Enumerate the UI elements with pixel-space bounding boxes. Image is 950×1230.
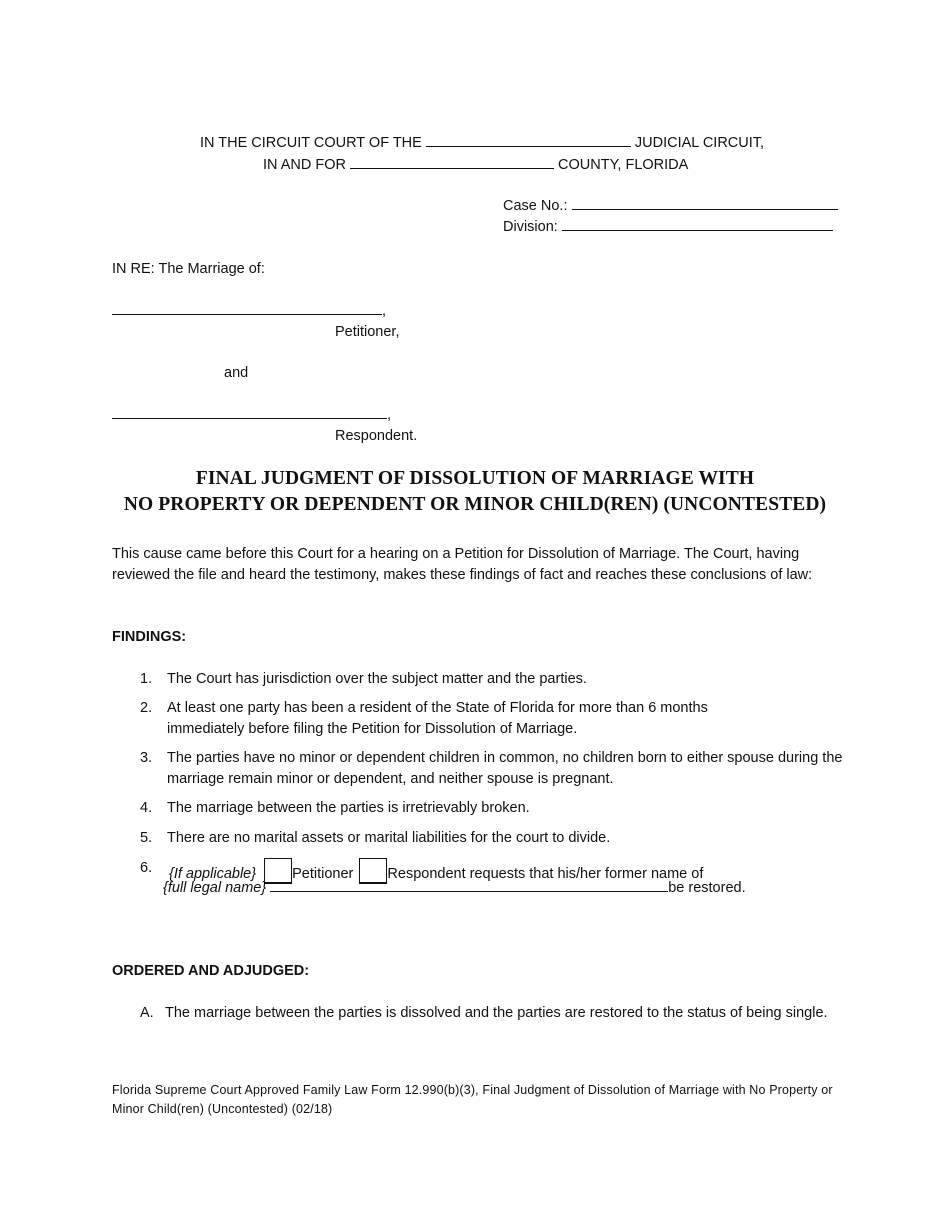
- finding-5-number: 5.: [140, 830, 153, 846]
- finding-5-text: There are no marital assets or marital liabilities for the court to divide.: [167, 830, 611, 846]
- former-name-field[interactable]: [270, 890, 668, 892]
- respondent-comma: ,: [387, 407, 392, 423]
- be-restored-text: be restored.: [668, 880, 746, 896]
- court-line-2-prefix: IN AND FOR: [263, 157, 346, 173]
- order-a-label: A.: [140, 1005, 154, 1021]
- county-field[interactable]: [350, 167, 554, 169]
- if-applicable-note: {If applicable}: [169, 866, 257, 882]
- division-field[interactable]: [562, 229, 833, 231]
- finding-6-line-2: [163, 880, 746, 896]
- division-label: Division:: [503, 219, 558, 235]
- petitioner-name-field[interactable]: [112, 313, 382, 315]
- finding-3-text: The parties have no minor or dependent children in common, no children born to either spouse during the marriage remain minor or dependent, and neither spouse is pregnant.: [167, 750, 843, 787]
- court-line-2: [263, 157, 688, 173]
- petitioner-option-label: Petitioner: [292, 866, 354, 882]
- order-a-text: The marriage between the parties is dissolved and the parties are restored to the status of being single.: [165, 1005, 828, 1021]
- finding-6-number: 6.: [140, 860, 153, 876]
- petitioner-name-row: [112, 303, 386, 319]
- in-re-label: IN RE: The Marriage of:: [112, 261, 265, 277]
- finding-2-text: At least one party has been a resident of the State of Florida for more than 6 months immediately before filing the Petition for Dissolution of Marriage.: [167, 700, 708, 737]
- judicial-circuit-field[interactable]: [426, 145, 631, 147]
- finding-4-number: 4.: [140, 800, 153, 816]
- findings-heading: FINDINGS:: [112, 629, 187, 645]
- court-line-1-prefix: IN THE CIRCUIT COURT OF THE: [200, 135, 422, 151]
- court-line-1-suffix: JUDICIAL CIRCUIT,: [634, 135, 765, 151]
- finding-1-text: The Court has jurisdiction over the subject matter and the parties.: [167, 671, 587, 687]
- respondent-name-row: [112, 407, 391, 423]
- division-row: [503, 219, 833, 235]
- finding-2-number: 2.: [140, 700, 153, 716]
- case-no-label: Case No.:: [503, 198, 568, 214]
- intro-paragraph: This cause came before this Court for a hearing on a Petition for Dissolution of Marriage. The Court, having reviewed the file and heard the testimony, makes these findings of fact and reaches these conclusions of law:: [112, 546, 813, 583]
- case-no-field[interactable]: [572, 208, 838, 210]
- respondent-label: Respondent.: [335, 428, 418, 444]
- finding-3-number: 3.: [140, 750, 153, 766]
- petitioner-comma: ,: [382, 303, 387, 319]
- petitioner-label: Petitioner,: [335, 324, 400, 340]
- and-label: and: [224, 365, 249, 381]
- case-no-row: [503, 198, 838, 214]
- court-line-1: [200, 135, 764, 151]
- ordered-heading: ORDERED AND ADJUDGED:: [112, 963, 310, 979]
- respondent-option-text: Respondent requests that his/her former name of: [387, 866, 704, 882]
- form-footer: Florida Supreme Court Approved Family Law Form 12.990(b)(3), Final Judgment of Dissolution of Marriage with No Property or Minor Child(ren) (Uncontested) (02/18): [112, 1083, 833, 1116]
- document-title-line-2: NO PROPERTY OR DEPENDENT OR MINOR CHILD(REN) (UNCONTESTED): [123, 494, 827, 515]
- respondent-name-field[interactable]: [112, 417, 387, 419]
- finding-1-number: 1.: [140, 671, 153, 687]
- document-title-line-1: FINAL JUDGMENT OF DISSOLUTION OF MARRIAGE WITH: [195, 468, 755, 489]
- court-line-2-suffix: COUNTY, FLORIDA: [558, 157, 689, 173]
- finding-4-text: The marriage between the parties is irretrievably broken.: [167, 800, 530, 816]
- full-legal-name-note: {full legal name}: [163, 880, 267, 896]
